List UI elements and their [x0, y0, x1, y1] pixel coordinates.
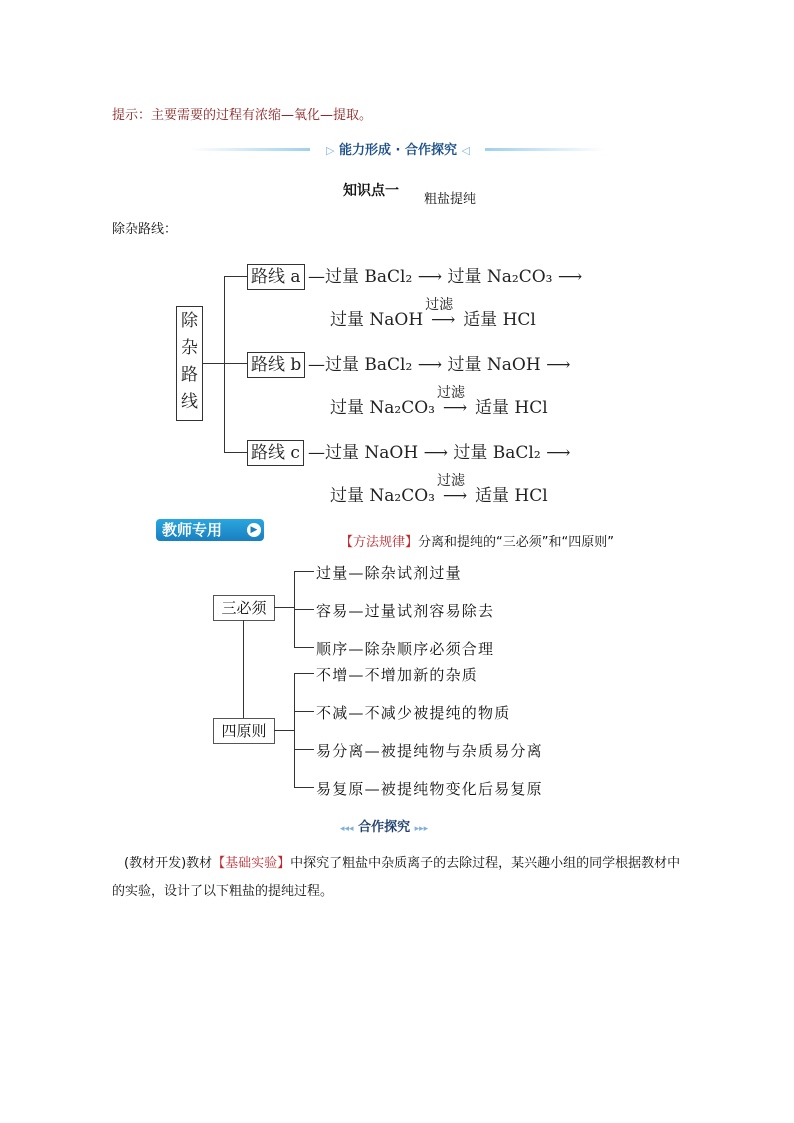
- si-item: 易复原—被提纯物变化后易复原: [316, 780, 543, 798]
- routes-box-char: 杂: [181, 338, 198, 358]
- route-c-step4: 适量 HCl: [475, 486, 548, 506]
- route-a-filter-label: 过滤: [425, 297, 454, 313]
- route-b-step2: 过量 NaOH: [447, 355, 541, 375]
- para-red-tag: 【基础实验】: [212, 856, 291, 871]
- route-b-step4: 适量 HCl: [475, 398, 548, 418]
- knowledge-point-label: 知识点一: [343, 183, 399, 199]
- connector: [243, 620, 244, 718]
- connector: [294, 609, 314, 610]
- coop-dots-right-icon: ▸▸▸: [414, 824, 429, 834]
- connector: [294, 673, 295, 787]
- coop-title: 合作探究: [358, 820, 411, 835]
- routes-box-char: 路: [181, 365, 198, 385]
- connector: [294, 673, 314, 674]
- para-part2: 中探究了粗盐中杂质离子的去除过程，某兴趣小组的同学根据教材中的实验，设计了以下粗盐的提纯过程。: [112, 856, 681, 899]
- route-b-step3: 过量 Na₂CO₃: [330, 398, 435, 418]
- si-yuan-ze-box: 四原则: [213, 718, 275, 744]
- route-c-step3: 过量 Na₂CO₃: [330, 486, 435, 506]
- connector: [294, 749, 314, 750]
- method-rule: [340, 531, 614, 550]
- teacher-only-badge: [156, 519, 264, 541]
- route-a-step1: 过量 BaCl₂: [325, 267, 413, 287]
- hint-text: 提示：主要需要的过程有浓缩—氧化—提取。: [112, 108, 373, 123]
- section-banner: [190, 139, 605, 159]
- route-b-step1: 过量 BaCl₂: [325, 355, 413, 375]
- route-a-line2: [330, 297, 536, 330]
- si-item: 不减—不减少被提纯的物质: [316, 704, 511, 722]
- banner-arrow-left-icon: ▷: [326, 144, 335, 157]
- banner-title: 能力形成 · 合作探究: [339, 143, 457, 158]
- route-b-label: 路线 b: [247, 352, 305, 378]
- routes-box-char: 除: [181, 311, 198, 331]
- method-tag: 【方法规律】: [340, 535, 419, 550]
- banner-title-wrap: [313, 139, 483, 158]
- route-c-filter-arrow: 过滤 ⟶: [435, 486, 475, 506]
- knowledge-point-topic: 粗盐提纯: [424, 192, 477, 207]
- connector: [294, 647, 314, 648]
- play-icon: ▶: [247, 523, 261, 537]
- connector: [274, 607, 294, 608]
- connector: [294, 571, 314, 572]
- banner-arrow-right-icon: ◁: [461, 144, 470, 157]
- routes-title: 除杂路线：: [112, 222, 178, 237]
- route-b-line1: —过量 BaCl₂ ⟶ 过量 NaOH ⟶: [308, 355, 571, 375]
- si-item: 易分离—被提纯物与杂质易分离: [316, 742, 543, 760]
- route-a-step2: 过量 Na₂CO₃: [447, 267, 553, 287]
- route-a-line1: —过量 BaCl₂ ⟶ 过量 Na₂CO₃ ⟶: [308, 267, 583, 287]
- teacher-badge-label: 教师专用: [162, 521, 223, 539]
- route-c-filter-label: 过滤: [437, 473, 465, 489]
- banner-line-left: [190, 148, 310, 151]
- route-b-line2: [330, 385, 548, 418]
- coop-header: [340, 816, 428, 835]
- connector: [294, 787, 314, 788]
- connector: [224, 452, 248, 453]
- connector: [224, 276, 248, 277]
- san-item: 顺序—除杂顺序必须合理: [316, 640, 495, 658]
- coop-dots-left-icon: ◂◂◂: [340, 824, 354, 834]
- connector: [224, 363, 248, 364]
- route-a-step4: 适量 HCl: [463, 310, 536, 330]
- route-a-step3: 过量 NaOH: [330, 310, 424, 330]
- method-text: 分离和提纯的“三必须”和“四原则”: [418, 535, 614, 550]
- routes-box-char: 线: [181, 392, 198, 412]
- route-a-filter-arrow: 过滤 ⟶: [423, 310, 463, 330]
- route-c-step2: 过量 BaCl₂: [453, 443, 541, 463]
- routes-box: [176, 306, 203, 421]
- inquiry-paragraph: [112, 850, 692, 906]
- connector: [294, 711, 314, 712]
- san-item: 容易—过量试剂容易除去: [316, 602, 495, 620]
- san-item: 过量—除杂试剂过量: [316, 564, 462, 582]
- route-c-line1: —过量 NaOH ⟶ 过量 BaCl₂ ⟶: [308, 443, 571, 463]
- route-b-filter-label: 过滤: [437, 385, 465, 401]
- si-item: 不增—不增加新的杂质: [316, 666, 479, 684]
- route-c-line2: [330, 473, 548, 506]
- connector: [203, 363, 224, 364]
- route-c-label: 路线 c: [247, 440, 304, 466]
- connector: [274, 730, 294, 731]
- route-c-step1: 过量 NaOH: [325, 443, 419, 463]
- para-part1: (教材开发)教材: [124, 856, 213, 871]
- route-a-label: 路线 a: [247, 264, 305, 290]
- san-bi-xu-box: 三必须: [213, 595, 275, 621]
- banner-line-right: [485, 148, 605, 151]
- route-b-filter-arrow: 过滤 ⟶: [435, 398, 475, 418]
